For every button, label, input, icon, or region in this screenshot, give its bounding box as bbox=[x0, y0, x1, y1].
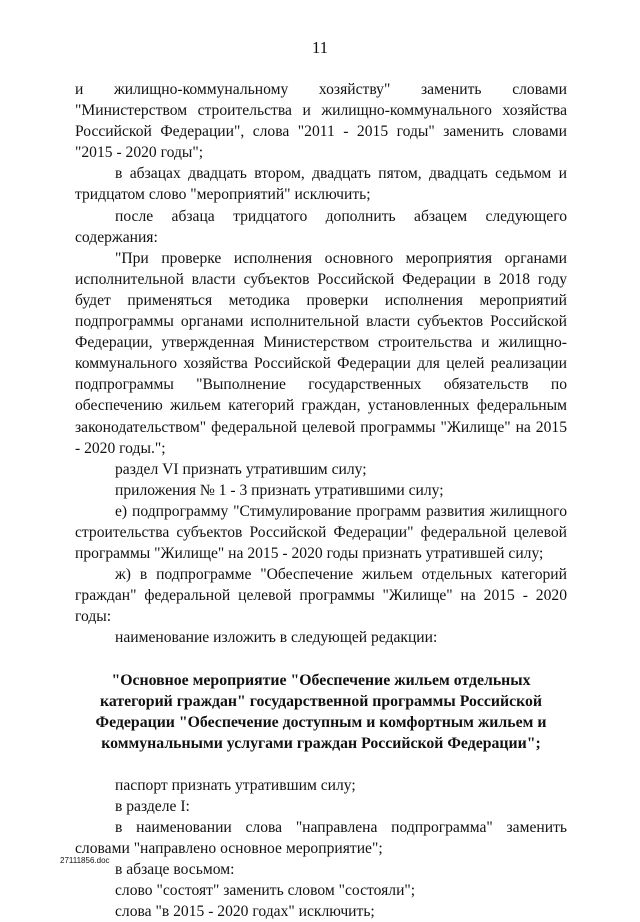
paragraph-6: приложения № 1 - 3 признать утратившими силу; bbox=[115, 481, 444, 499]
paragraph-4: "При проверке исполнения основного мероприятия органами исполнительной власти субъектов Российской Федерации в 2018 году будет применяться методика проверки исполнения мероприятий подпрограммы органами исполнительной власти субъектов Российской Федерации, утвержденная Министерством строительства и жилищно-коммунального хозяйства Российской Федерации для целей реализации подпрограммы "Выполнение государственных обязательств по обеспечению жильем категорий граждан, установленных федеральным законодательством" федеральной целевой программы "Жилище" на 2015 - 2020 годы."; bbox=[75, 249, 567, 457]
paragraph-15: слова "в 2015 - 2020 годах" исключить; bbox=[115, 903, 375, 921]
paragraph-1: и жилищно-коммунальному хозяйству" заменить словами "Министерством строительства и жилищно-коммунального хозяйства Российской Федерации", слова "2011 - 2015 годы" заменить словами "2015 - 2020 годы"; bbox=[75, 81, 567, 162]
page-number: 11 bbox=[311, 38, 329, 57]
paragraph-2: в абзацах двадцать втором, двадцать пятом, двадцать седьмом и тридцатом слово "мероприятий" исключить; bbox=[75, 165, 567, 204]
paragraph-7: е) подпрограмму "Стимулирование программ развития жилищного строительства субъектов Российской Федерации" федеральной целевой программы "Жилище" на 2015 - 2020 годы признать утратившей силу; bbox=[75, 502, 567, 563]
paragraph-13: в абзаце восьмом: bbox=[115, 860, 235, 878]
paragraph-5: раздел VI признать утратившим силу; bbox=[115, 460, 367, 478]
paragraph-12: в наименовании слова "направлена подпрограмма" заменить словами "направлено основное мероприятие"; bbox=[75, 818, 567, 857]
paragraph-10: паспорт признать утратившим силу; bbox=[115, 776, 356, 794]
document-filename: 27111856.doc bbox=[60, 856, 110, 865]
document-body bbox=[75, 79, 567, 922]
paragraph-8: ж) в подпрограмме "Обеспечение жильем отдельных категорий граждан" федеральной целевой программы "Жилище" на 2015 - 2020 годы: bbox=[75, 566, 567, 626]
paragraph-11: в разделе I: bbox=[115, 797, 190, 815]
paragraph-3: после абзаца тридцатого дополнить абзацем следующего содержания: bbox=[75, 207, 567, 246]
section-heading: "Основное мероприятие "Обеспечение жильем отдельных категорий граждан" государственной программы Российской Федерации "Обеспечение доступным и комфортным жильем и коммунальными услугами граждан Российской Федерации"; bbox=[95, 671, 547, 752]
paragraph-9: наименование изложить в следующей редакции: bbox=[115, 629, 438, 647]
paragraph-14: слово "состоят" заменить словом "состояли"; bbox=[115, 882, 416, 899]
